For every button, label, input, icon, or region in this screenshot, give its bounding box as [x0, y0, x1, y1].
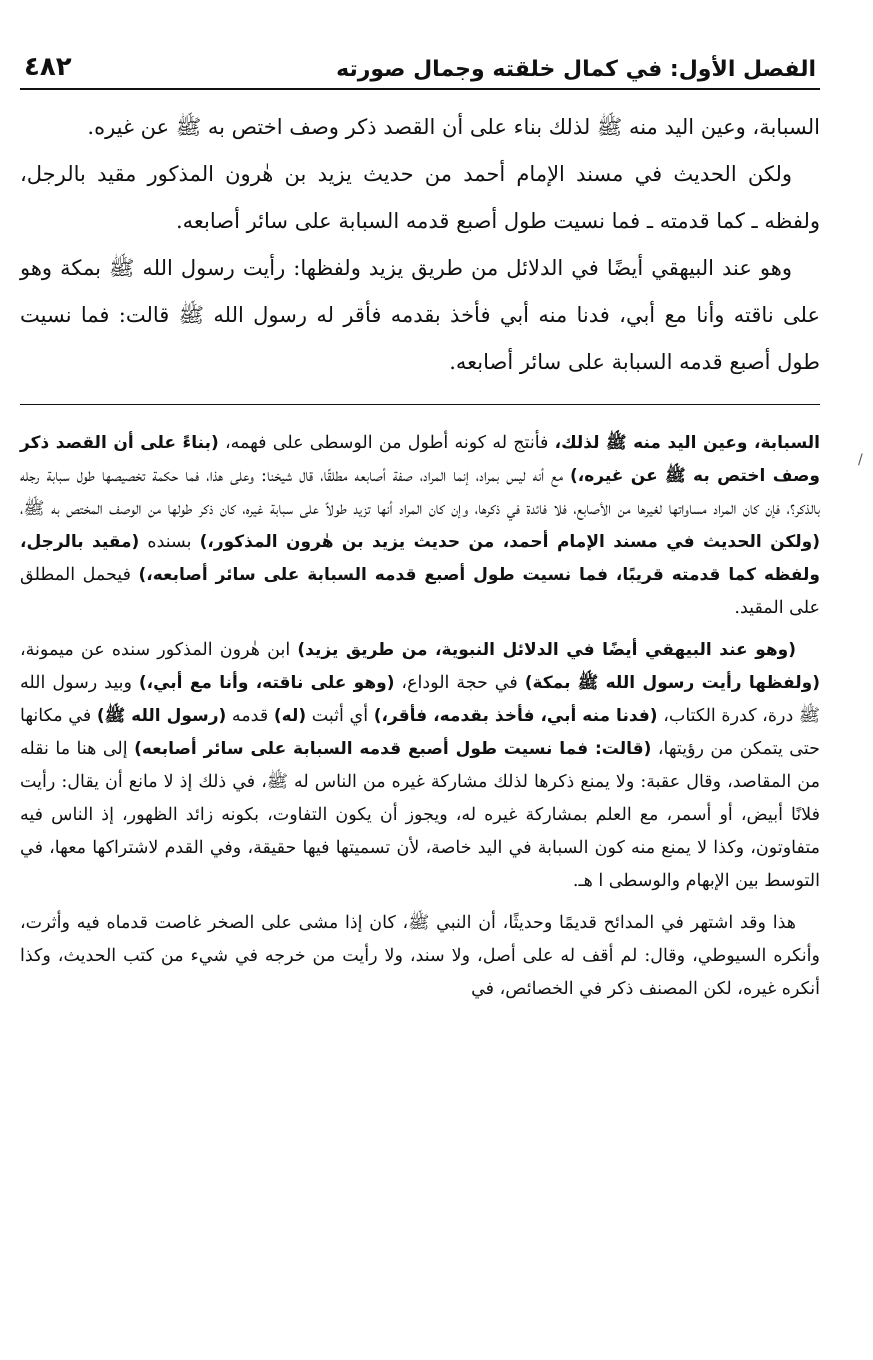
page-header — [20, 42, 820, 90]
quoted-text: (له) — [273, 706, 307, 726]
chapter-title: الفصل الأول: في كمال خلقته وجمال صورته — [336, 57, 816, 82]
document-page — [20, 42, 820, 1015]
quoted-text: (فدنا منه أبي، فأخذ بقدمه، فأقر،) — [373, 706, 658, 726]
quoted-text: (مقيد بالرجل، ولفظه كما قدمته قريبًا، فما نسيت طول أصبع قدمه السبابة على سائر أصابعه،) — [20, 532, 820, 585]
commentary-text: أي أثبت — [306, 706, 374, 726]
quoted-text: السبابة، وعين اليد منه ﷺ لذلك، — [554, 433, 820, 453]
commentary-text: وبيد رسول الله ﷺ درة، كدرة الكتاب، — [20, 673, 821, 726]
quoted-text: (وهو عند البيهقي أيضًا في الدلائل النبوية، من طريق يزيد) — [297, 640, 796, 660]
commentary-text: ابن هٰرون المذكور سنده عن ميمونة، — [20, 640, 298, 660]
commentary-text: فيحمل المطلق على المقيد. — [20, 565, 820, 618]
quoted-text: (وهو على ناقته، وأنا مع أبي،) — [138, 673, 395, 693]
main-paragraph: وهو عند البيهقي أيضًا في الدلائل من طريق يزيد ولفظها: رأيت رسول الله ﷺ بمكة وهو على ناقته وأنا مع أبي، فدنا منه أبي فأخذ بقدمه فأقر له رسول الله ﷺ قالت: فما نسيت طول أصبع قدمه السبابة على سائر أصابعه. — [20, 256, 820, 374]
commentary-text: مع أنه ليس بمراد، إنما المراد، صفة أصابعه مطلقًا، قال شيخنا: وعلى هذا، فما حكمة تخصيصها طول سبابة رجله بالذكر؟، فإن كان المراد مساواتها لغيرها من الأصابع، فلا فائدة في ذكرها، وإن كان المراد أنها تزيد طولاً على سبابة غيره، كان ذكر طولها من الوصف المختص به ﷺ، — [20, 466, 820, 519]
commentary — [20, 427, 820, 1006]
quoted-text: (ولفظها رأيت رسول الله ﷺ بمكة) — [524, 673, 820, 693]
margin-mark: / — [858, 452, 863, 468]
section-divider — [20, 404, 820, 405]
commentary-paragraph — [20, 427, 820, 625]
commentary-text: بسنده — [139, 532, 200, 552]
page-number: ٤٨٢ — [24, 52, 72, 82]
quoted-text: (ولكن الحديث في مسند الإمام أحمد، من حديث يزيد بن هٰرون المذكور،) — [199, 532, 821, 552]
main-paragraph: السبابة، وعين اليد منه ﷺ لذلك بناء على أن القصد ذكر وصف اختص به ﷺ عن غيره. — [87, 115, 820, 139]
commentary-text: قدمه — [226, 706, 274, 726]
main-paragraph: ولكن الحديث في مسند الإمام أحمد من حديث يزيد بن هٰرون المذكور مقيد بالرجل، ولفظه ـ كما قدمته ـ فما نسيت طول أصبع قدمه السبابة على سائر أصابعه. — [20, 162, 820, 233]
commentary-text: فأنتج له كونه أطول من الوسطى على فهمه، — [218, 433, 555, 453]
commentary-paragraph: هذا وقد اشتهر في المدائح قديمًا وحديثًا، أن النبي ﷺ، كان إذا مشى على الصخر غاصت قدماه فيه وأثرت، وأنكره السيوطي، وقال: لم أقف له على أصل، ولا سند، ولا رأيت من خرجه في شيء من كتب الحديث، وكذا أنكره غيره، لكن المصنف ذكر في الخصائص، في — [20, 913, 820, 999]
quoted-text: (رسول الله ﷺ) — [96, 706, 227, 726]
main-text — [20, 104, 820, 386]
commentary-text: في حجة الوداع، — [394, 673, 525, 693]
quoted-text: (بناءً على أن القصد ذكر وصف اختص به ﷺ عن غيره،) — [20, 433, 820, 486]
commentary-text: في مكانها حتى يتمكن من رؤيتها، — [20, 706, 820, 759]
quoted-text: (قالت: فما نسيت طول أصبع قدمه السبابة على سائر أصابعه) — [134, 739, 652, 759]
commentary-paragraph — [20, 634, 820, 898]
commentary-text: إلى هنا ما نقله من المقاصد، وقال عقبة: ولا يمنع ذكرها لذلك مشاركة غيره من الناس له ﷺ، في ذلك إذ لا مانع أن يقال: رأيت فلانًا أبيض، أو أسمر، مع العلم بمشاركة غيره له، ويجوز أن يكون التفاوت، بكونه زائد الظهور، إذ الناس فيه متفاوتون، وكذا لا يمنع منه كون السبابة في اليد خاصة، لأن تسميتها فيها حقيقة، وفي القدم لاشتراكها معها، في التوسط بين الإبهام والوسطى ا هـ. — [20, 739, 820, 891]
